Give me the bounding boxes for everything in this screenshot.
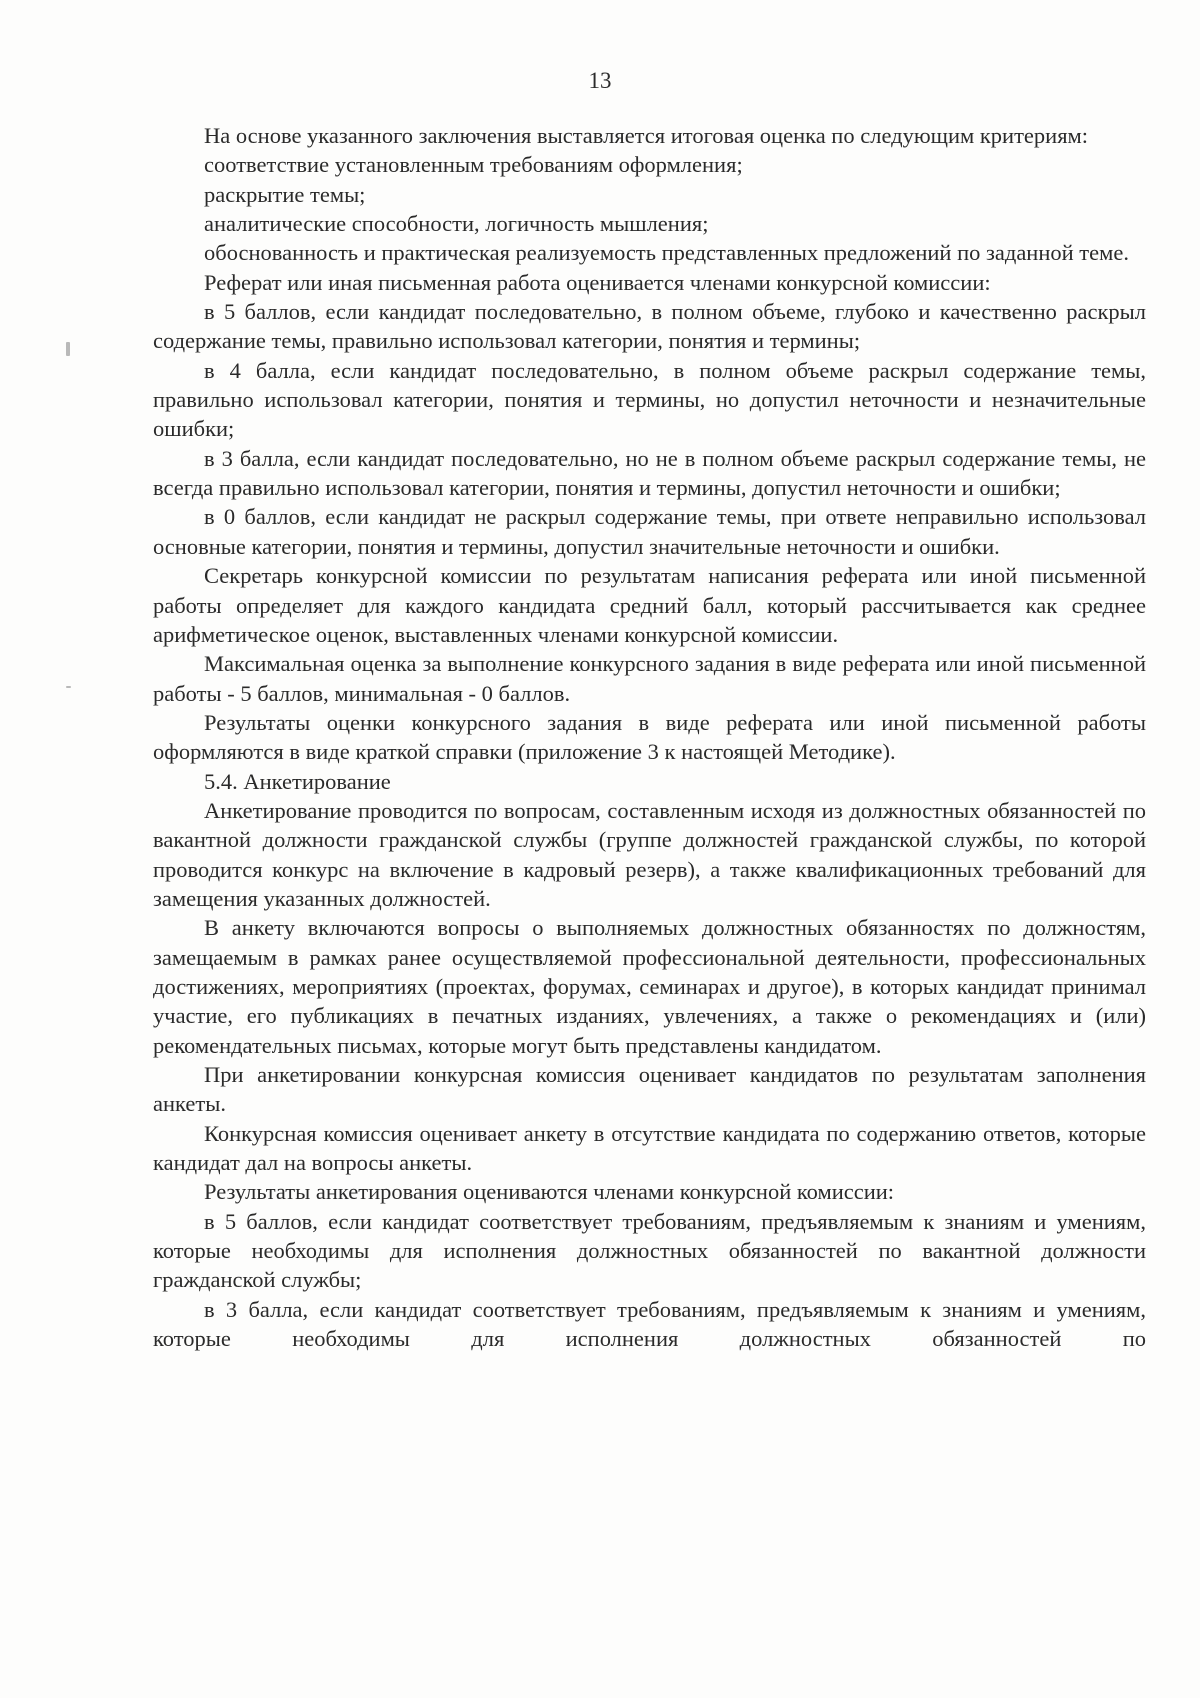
paragraph: В анкету включаются вопросы о выполняемых должностных обязанностях по должностям, замещаемым в рамках ранее осуществляемой профессиональной деятельности, профессиональных достижениях, мероприятиях (проектах, форумах, семинарах и другое), в которых кандидат принимал участие, его публикациях в печатных изданиях, увлечениях, а также о рекомендациях и (или) рекомендательных письмах, которые могут быть представлены кандидатом. <box>153 915 1146 1058</box>
scan-margin-mark <box>66 686 71 688</box>
paragraph: Результаты анкетирования оцениваются членами конкурсной комиссии: <box>204 1179 895 1205</box>
list-item: аналитические способности, логичность мышления; <box>204 211 709 237</box>
list-item: в 5 баллов, если кандидат последовательно, в полном объеме, глубоко и качественно раскрыл содержание темы, правильно использовал категории, понятия и термины; <box>153 299 1146 354</box>
paragraph: На основе указанного заключения выставляется итоговая оценка по следующим критериям: <box>204 123 1089 148</box>
paragraph: Анкетирование проводится по вопросам, составленным исходя из должностных обязанностей по вакантной должности гражданской службы (группе должностей гражданской службы, по которой проводится конкурс на включение в кадровый резерв), а также квалификационных требований для замещения указанных должностей. <box>153 797 1146 911</box>
paragraph: Результаты оценки конкурсного задания в виде реферата или иной письменной работы оформляются в виде краткой справки (приложение 3 к настоящей Методике). <box>153 709 1146 765</box>
list-item: в 3 балла, если кандидат последовательно, но не в полном объеме раскрыл содержание темы, не всегда правильно использовал категории, понятия и термины, допустил неточности и ошибки; <box>153 445 1146 501</box>
section-heading: 5.4. Анкетирование <box>204 768 391 794</box>
paragraph: Секретарь конкурсной комиссии по результатам написания реферата или иной письменной работы определяет для каждого кандидата средний балл, который рассчитывается как среднее арифметическое оценок, выставленных членами конкурсной комиссии. <box>153 563 1146 647</box>
list-item: соответствие установленным требованиям оформления; <box>204 152 743 178</box>
list-item: в 4 балла, если кандидат последовательно, в полном объеме раскрыл содержание темы, правильно использовал категории, понятия и термины, но допустил неточности и незначительные ошибки; <box>153 357 1146 442</box>
list-item: в 0 баллов, если кандидат не раскрыл содержание темы, при ответе неправильно использовал основные категории, понятия и термины, допустил значительные неточности и ошибки. <box>153 504 1146 559</box>
list-item: обоснованность и практическая реализуемость представленных предложений по заданной теме. <box>204 240 1129 266</box>
list-item: раскрытие темы; <box>204 181 366 207</box>
paragraph: Конкурсная комиссия оценивает анкету в отсутствие кандидата по содержанию ответов, которые кандидат дал на вопросы анкеты. <box>153 1120 1146 1176</box>
list-item: в 5 баллов, если кандидат соответствует требованиям, предъявляемым к знаниям и умениям, которые необходимы для исполнения должностных обязанностей по вакантной должности гражданской службы; <box>153 1208 1146 1293</box>
paragraph: При анкетировании конкурсная комиссия оценивает кандидатов по результатам заполнения анкеты. <box>153 1062 1146 1117</box>
list-item: в 3 балла, если кандидат соответствует требованиям, предъявляемым к знаниям и умениям, которые необходимы для исполнения должностных обязанностей по <box>153 1296 1146 1352</box>
page-number: 13 <box>588 68 612 93</box>
document-body <box>153 121 1146 1353</box>
paragraph: Максимальная оценка за выполнение конкурсного задания в виде реферата или иной письменной работы - 5 баллов, минимальная - 0 баллов. <box>153 651 1146 706</box>
paragraph: Реферат или иная письменная работа оценивается членами конкурсной комиссии: <box>204 269 991 295</box>
scan-margin-mark <box>66 342 70 356</box>
